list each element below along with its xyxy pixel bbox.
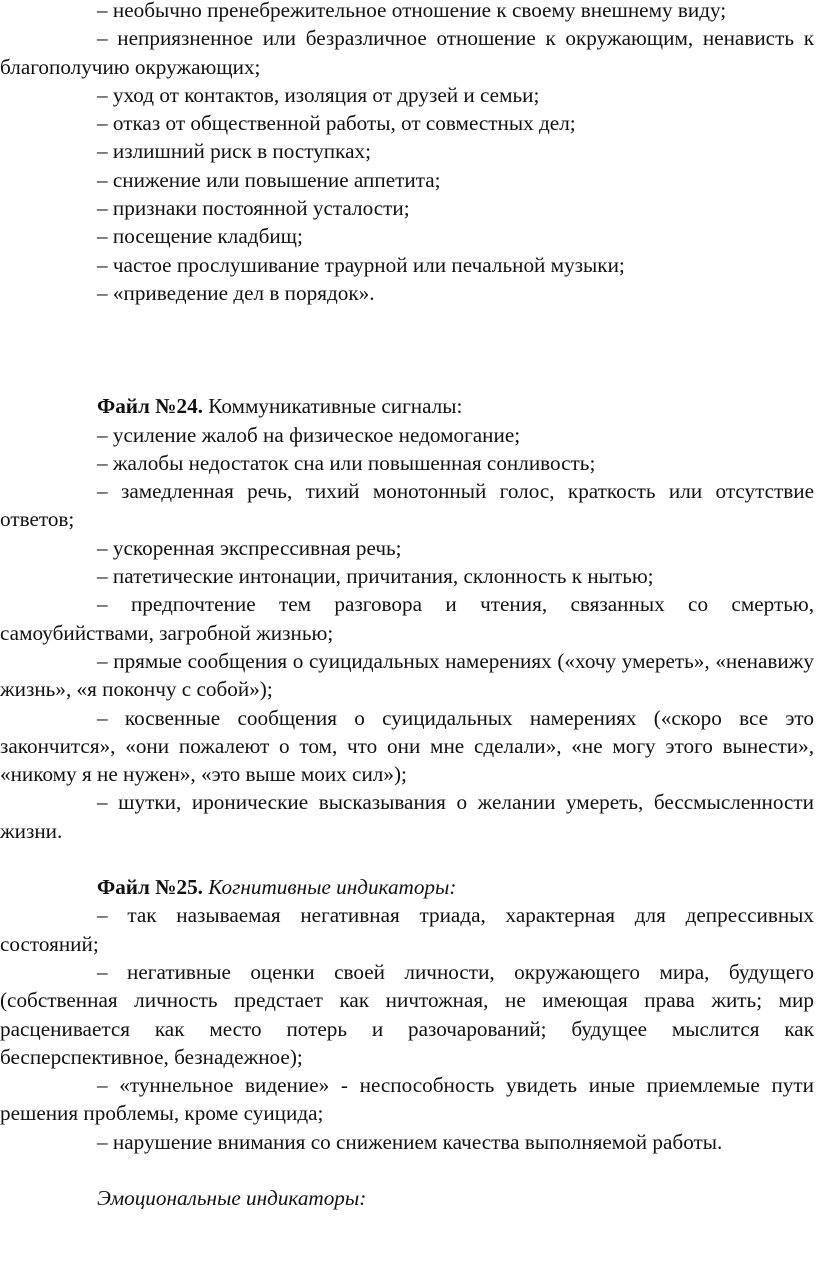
list-item: – шутки, иронические высказывания о желании умереть, бессмысленности жизни. <box>0 790 814 843</box>
list-item: – «приведение дел в порядок». <box>97 280 375 305</box>
list-item: – частое прослушивание траурной или печальной музыки; <box>97 252 625 277</box>
list-item: – негативные оценки своей личности, окружающего мира, будущего (собственная личность предстает как ничтожная, не имеющая права жить; мир расценивается как место потерь и разочарований; будущее мыслится как бесперспективное, безнадежное); <box>0 959 814 1069</box>
list-item: – снижение или повышение аппетита; <box>97 167 441 192</box>
list-item: – патетические интонации, причитания, склонность к нытью; <box>97 564 654 589</box>
list-item: – предпочтение тем разговора и чтения, связанных со смертью, самоубийствами, загробной жизнью; <box>0 592 814 645</box>
list-item: – «туннельное видение» - неспособность увидеть иные приемлемые пути решения проблемы, кроме суицида; <box>0 1073 814 1126</box>
list-item: – так называемая негативная триада, характерная для депрессивных состояний; <box>0 903 814 956</box>
list-item: – уход от контактов, изоляция от друзей и семьи; <box>97 82 540 107</box>
list-item: – замедленная речь, тихий монотонный голос, краткость или отсутствие ответов; <box>0 479 814 532</box>
file-label: Файл №25. <box>97 875 203 900</box>
section-behavioral-signs <box>0 0 814 307</box>
list-item: – жалобы недостаток сна или повышенная сонливость; <box>97 450 596 475</box>
list-item: – неприязненное или безразличное отношение к окружающим, ненависть к благополучию окружающих; <box>0 26 814 79</box>
list-item: – прямые сообщения о суицидальных намерениях («хочу умереть», «ненавижу жизнь», «я покончу с собой»); <box>0 648 814 702</box>
section-file-24 <box>0 392 814 845</box>
section-heading: Эмоциональные индикаторы: <box>97 1185 367 1210</box>
list-item: – посещение кладбищ; <box>97 224 303 249</box>
section-emotional-indicators <box>0 1184 814 1212</box>
section-title: Коммуникативные сигналы: <box>202 394 463 419</box>
list-item: – нарушение внимания со снижением качества выполняемой работы. <box>97 1129 723 1154</box>
section-heading <box>0 873 814 901</box>
list-item: – косвенные сообщения о суицидальных намерениях («скоро все это закончится», «они пожалеют о том, что они мне сделали», «не могу этого вынести», «никому я не нужен», «это выше моих сил»); <box>0 705 814 787</box>
section-title: Когнитивные индикаторы: <box>202 875 457 900</box>
list-item: – ускоренная экспрессивная речь; <box>97 535 402 560</box>
list-item: – усиление жалоб на физическое недомогание; <box>97 422 521 447</box>
list-item: – необычно пренебрежительное отношение к своему внешнему виду; <box>97 0 727 22</box>
list-item: – признаки постоянной усталости; <box>97 196 410 221</box>
section-file-25 <box>0 873 814 1156</box>
section-heading <box>0 392 814 420</box>
list-item: – излишний риск в поступках; <box>97 139 371 164</box>
list-item: – отказ от общественной работы, от совместных дел; <box>97 111 576 136</box>
file-label: Файл №24. <box>97 394 203 419</box>
